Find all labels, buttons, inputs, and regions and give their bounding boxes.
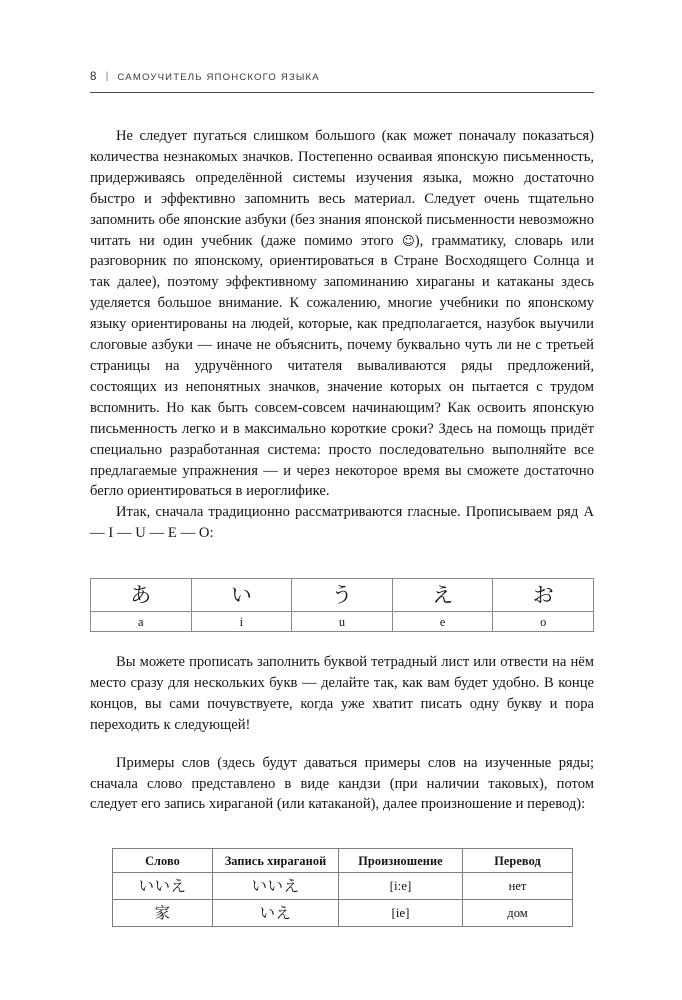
vowel-romaji-cell: i	[191, 612, 292, 632]
vowel-romaji-cell: a	[91, 612, 192, 632]
paragraph-intro	[90, 126, 594, 502]
cell-pronunciation: [i:e]	[339, 873, 463, 900]
table-row	[113, 900, 573, 927]
vowel-romaji-cell: e	[392, 612, 493, 632]
table-row	[113, 873, 573, 900]
table-row-kana	[91, 579, 594, 612]
page-number: 8	[90, 71, 97, 83]
paragraph-vowels-lead-in: Итак, сначала традиционно рассматриваются гласные. Прописываем ряд A — I — U — E — O:	[90, 504, 594, 542]
cell-hiragana: いえ	[213, 900, 339, 927]
vowel-kana-cell: あ	[91, 579, 192, 612]
column-header-translation: Перевод	[463, 849, 573, 873]
cell-word: いいえ	[113, 873, 213, 900]
cell-hiragana: いいえ	[213, 873, 339, 900]
vowel-kana-cell: え	[392, 579, 493, 612]
paragraph-practice: Вы можете прописать заполнить буквой тетрадный лист или отвести на нём место сразу для нескольких букв — делайте так, как вам будет удобно. В конце концов, вы сами почувствуете, когда уже хватит писать одну букву и пора переходить к следующей!	[90, 654, 594, 733]
vowel-kana-cell: う	[292, 579, 393, 612]
vowel-romaji-cell: o	[493, 612, 594, 632]
column-header-pronunciation: Произношение	[339, 849, 463, 873]
cell-translation: дом	[463, 900, 573, 927]
vowel-kana-cell: い	[191, 579, 292, 612]
column-header-hiragana: Запись хираганой	[213, 849, 339, 873]
paragraph-intro-part-b: ), грамматику, словарь или разговорник по японскому, ориентироваться в Стране Восходящего Солнца и так далее), поэтому эффективному запоминанию хираганы и катаканы здесь уделяется большое внимание. К сожалению, многие учебники по японскому языку ориентированы на людей, которые, как предполагается, назубок выучили слоговые азбуки — иначе не объяснить, почему буквально чуть ли не с третьей страницы на удручённого читателя вываливаются ряды предложений, состоящих из непонятных значков, значение которых он пытается с трудом вспомнить. Но как быть совсем-совсем начинающим? Как освоить японскую письменность легко и в максимально короткие сроки? Здесь на помощь придёт специально разработанная система: просто последовательно выполняйте все предлагаемые упражнения — и через некоторое время вы сможете достаточно бегло ориентироваться в иероглифике.	[90, 232, 594, 500]
table-header-row	[113, 849, 573, 873]
cell-translation: нет	[463, 873, 573, 900]
word-examples-table	[112, 848, 572, 927]
cell-word: 家	[113, 900, 213, 927]
cell-pronunciation: [ie]	[339, 900, 463, 927]
header-rule	[90, 92, 594, 93]
book-title: САМОУЧИТЕЛЬ ЯПОНСКОГО ЯЗЫКА	[117, 71, 320, 83]
smiley-icon: ☺	[401, 232, 415, 248]
text-column-lower	[90, 652, 594, 815]
vowel-romaji-cell: u	[292, 612, 393, 632]
running-header	[90, 64, 594, 90]
vowel-kana-cell: お	[493, 579, 594, 612]
paragraph-intro-part-a: Не следует пугаться слишком большого (как может поначалу показаться) количества незнакомых значков. Постепенно осваивая японскую письменность, придерживаясь определённой системы изучения языка, можно достаточно быстро и эффективно запомнить весь материал. Следует очень тщательно запомнить обе японские азбуки (без знания японской письменности невозможно читать ни один учебник (даже помимо этого	[90, 128, 594, 249]
text-column	[90, 126, 594, 544]
table-row-romaji	[91, 612, 594, 632]
paragraph-word-examples: Примеры слов (здесь будут даваться примеры слов на изученные ряды; сначала слово представлено в виде кандзи (при наличии таковых), потом следует его запись хираганой (или катаканой), далее произношение и перевод):	[90, 754, 594, 813]
column-header-word: Слово	[113, 849, 213, 873]
hiragana-vowel-table	[90, 578, 594, 632]
header-separator: |	[105, 70, 109, 82]
